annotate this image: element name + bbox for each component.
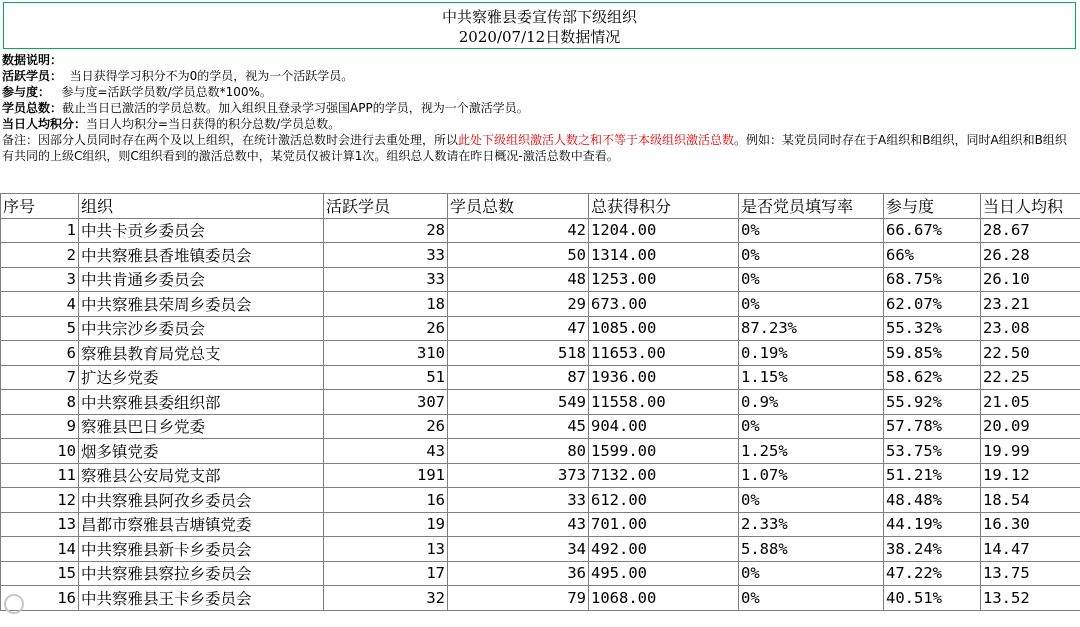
header-org: 组织 bbox=[79, 194, 324, 219]
cell-points: 1068.00 bbox=[589, 586, 739, 611]
cell-total: 34 bbox=[448, 537, 589, 562]
cell-avg-points: 13.52 bbox=[981, 586, 1080, 611]
table-row bbox=[1, 512, 1080, 537]
cell-total: 549 bbox=[448, 390, 589, 415]
cell-participation: 47.22% bbox=[884, 561, 981, 586]
table-row bbox=[1, 488, 1080, 513]
cell-points: 1936.00 bbox=[589, 365, 739, 390]
cell-avg-points: 16.30 bbox=[981, 512, 1080, 537]
cell-fill-rate: 0% bbox=[739, 414, 884, 439]
cell-org: 中共察雅县委组织部 bbox=[79, 390, 324, 415]
table-row bbox=[1, 267, 1080, 292]
cell-participation: 59.85% bbox=[884, 341, 981, 366]
table-row bbox=[1, 561, 1080, 586]
cell-points: 1599.00 bbox=[589, 439, 739, 464]
header-participation: 参与度 bbox=[884, 194, 981, 219]
table-row bbox=[1, 414, 1080, 439]
cell-org: 昌都市察雅县吉塘镇党委 bbox=[79, 512, 324, 537]
cell-points: 11558.00 bbox=[589, 390, 739, 415]
watermark bbox=[4, 594, 27, 614]
cell-points: 673.00 bbox=[589, 292, 739, 317]
remark bbox=[2, 132, 1078, 164]
cell-fill-rate: 5.88% bbox=[739, 537, 884, 562]
cell-total: 42 bbox=[448, 218, 589, 243]
header-active: 活跃学员 bbox=[324, 194, 448, 219]
cell-org: 察雅县公安局党支部 bbox=[79, 463, 324, 488]
remark-part2: 。例如：某党员同时存在于A组织和B组织，同时A组织和B组织有共同的上级C组织，则C组织看到的激活总数中，某党员仅被计算1次。组织总人数请在昨日概况-激活总数中查看。 bbox=[2, 133, 1067, 163]
cell-total: 48 bbox=[448, 267, 589, 292]
cell-index: 8 bbox=[1, 390, 79, 415]
data-notes bbox=[2, 52, 1078, 164]
cell-participation: 62.07% bbox=[884, 292, 981, 317]
cell-org: 中共察雅县察拉乡委员会 bbox=[79, 561, 324, 586]
cell-participation: 68.75% bbox=[884, 267, 981, 292]
cell-participation: 55.32% bbox=[884, 316, 981, 341]
cell-avg-points: 18.54 bbox=[981, 488, 1080, 513]
cell-index: 2 bbox=[1, 243, 79, 268]
members-text: 截止当日已激活的学员总数。加入组织且登录学习强国APP的学员，视为一个激活学员。 bbox=[62, 101, 529, 115]
cell-participation: 66% bbox=[884, 243, 981, 268]
cell-participation: 44.19% bbox=[884, 512, 981, 537]
cell-index: 12 bbox=[1, 488, 79, 513]
cell-active: 26 bbox=[324, 414, 448, 439]
cell-total: 50 bbox=[448, 243, 589, 268]
cell-index: 13 bbox=[1, 512, 79, 537]
cell-index: 14 bbox=[1, 537, 79, 562]
cell-org: 中共察雅县阿孜乡委员会 bbox=[79, 488, 324, 513]
cell-active: 13 bbox=[324, 537, 448, 562]
cell-index: 16 bbox=[1, 586, 79, 611]
table-row bbox=[1, 463, 1080, 488]
cell-index: 4 bbox=[1, 292, 79, 317]
cell-avg-points: 21.05 bbox=[981, 390, 1080, 415]
cell-points: 1204.00 bbox=[589, 218, 739, 243]
header-avg-points: 当日人均积 bbox=[981, 194, 1080, 219]
table-row bbox=[1, 316, 1080, 341]
cell-fill-rate: 0% bbox=[739, 218, 884, 243]
cell-participation: 51.21% bbox=[884, 463, 981, 488]
cell-fill-rate: 2.33% bbox=[739, 512, 884, 537]
header-fill-rate: 是否党员填写率 bbox=[739, 194, 884, 219]
cell-total: 45 bbox=[448, 414, 589, 439]
cell-avg-points: 20.09 bbox=[981, 414, 1080, 439]
cell-fill-rate: 1.07% bbox=[739, 463, 884, 488]
cell-points: 612.00 bbox=[589, 488, 739, 513]
cell-org: 察雅县巴日乡党委 bbox=[79, 414, 324, 439]
cell-org: 中共察雅县新卡乡委员会 bbox=[79, 537, 324, 562]
cell-avg-points: 19.12 bbox=[981, 463, 1080, 488]
table-row bbox=[1, 292, 1080, 317]
cell-participation: 58.62% bbox=[884, 365, 981, 390]
participation-text: 参与度=活跃学员数/学员总数*100%。 bbox=[61, 85, 272, 99]
cell-total: 373 bbox=[448, 463, 589, 488]
cell-avg-points: 13.75 bbox=[981, 561, 1080, 586]
members-label: 学员总数： bbox=[2, 101, 63, 115]
cell-points: 492.00 bbox=[589, 537, 739, 562]
cell-fill-rate: 0.19% bbox=[739, 341, 884, 366]
cell-org: 中共察雅县香堆镇委员会 bbox=[79, 243, 324, 268]
cell-total: 47 bbox=[448, 316, 589, 341]
cell-fill-rate: 0% bbox=[739, 267, 884, 292]
cell-org: 扩达乡党委 bbox=[79, 365, 324, 390]
table-row bbox=[1, 586, 1080, 611]
cell-participation: 53.75% bbox=[884, 439, 981, 464]
cell-total: 29 bbox=[448, 292, 589, 317]
header-total: 学员总数 bbox=[448, 194, 589, 219]
cell-avg-points: 26.28 bbox=[981, 243, 1080, 268]
org-table bbox=[0, 193, 1080, 611]
cell-total: 79 bbox=[448, 586, 589, 611]
active-text: 当日获得学习积分不为0的学员，视为一个活跃学员。 bbox=[69, 69, 354, 83]
cell-points: 11653.00 bbox=[589, 341, 739, 366]
cell-active: 28 bbox=[324, 218, 448, 243]
cell-total: 87 bbox=[448, 365, 589, 390]
cell-org: 中共察雅县荣周乡委员会 bbox=[79, 292, 324, 317]
notes-heading: 数据说明： bbox=[2, 53, 63, 67]
cell-points: 1314.00 bbox=[589, 243, 739, 268]
cell-participation: 48.48% bbox=[884, 488, 981, 513]
cell-index: 6 bbox=[1, 341, 79, 366]
participation-label: 参与度： bbox=[2, 85, 51, 99]
header-points: 总获得积分 bbox=[589, 194, 739, 219]
table-row bbox=[1, 243, 1080, 268]
cell-index: 3 bbox=[1, 267, 79, 292]
cell-active: 307 bbox=[324, 390, 448, 415]
cell-avg-points: 26.10 bbox=[981, 267, 1080, 292]
cell-active: 19 bbox=[324, 512, 448, 537]
cell-index: 9 bbox=[1, 414, 79, 439]
cell-fill-rate: 0% bbox=[739, 488, 884, 513]
cell-participation: 57.78% bbox=[884, 414, 981, 439]
cell-participation: 38.24% bbox=[884, 537, 981, 562]
cell-org: 中共肯通乡委员会 bbox=[79, 267, 324, 292]
cell-index: 15 bbox=[1, 561, 79, 586]
cell-active: 26 bbox=[324, 316, 448, 341]
report-title-box bbox=[3, 2, 1076, 49]
cell-points: 495.00 bbox=[589, 561, 739, 586]
cell-org: 中共宗沙乡委员会 bbox=[79, 316, 324, 341]
cell-points: 701.00 bbox=[589, 512, 739, 537]
cell-fill-rate: 0.9% bbox=[739, 390, 884, 415]
report-title: 中共察雅县委宣传部下级组织 bbox=[441, 8, 637, 26]
cell-active: 43 bbox=[324, 439, 448, 464]
cell-index: 7 bbox=[1, 365, 79, 390]
cell-org: 烟多镇党委 bbox=[79, 439, 324, 464]
cell-active: 32 bbox=[324, 586, 448, 611]
cell-points: 1253.00 bbox=[589, 267, 739, 292]
cell-fill-rate: 87.23% bbox=[739, 316, 884, 341]
cell-points: 7132.00 bbox=[589, 463, 739, 488]
cell-avg-points: 23.21 bbox=[981, 292, 1080, 317]
cell-index: 1 bbox=[1, 218, 79, 243]
cell-avg-points: 22.50 bbox=[981, 341, 1080, 366]
table-row bbox=[1, 390, 1080, 415]
watermark-logo-icon bbox=[4, 594, 24, 614]
cell-participation: 40.51% bbox=[884, 586, 981, 611]
table-header-row bbox=[1, 194, 1080, 219]
table-row bbox=[1, 537, 1080, 562]
table-row bbox=[1, 365, 1080, 390]
cell-fill-rate: 0% bbox=[739, 292, 884, 317]
cell-active: 310 bbox=[324, 341, 448, 366]
cell-fill-rate: 0% bbox=[739, 586, 884, 611]
cell-total: 43 bbox=[448, 512, 589, 537]
cell-active: 17 bbox=[324, 561, 448, 586]
cell-participation: 55.92% bbox=[884, 390, 981, 415]
cell-fill-rate: 0% bbox=[739, 243, 884, 268]
cell-active: 51 bbox=[324, 365, 448, 390]
avg-label: 当日人均积分： bbox=[2, 117, 87, 131]
cell-total: 518 bbox=[448, 341, 589, 366]
cell-total: 33 bbox=[448, 488, 589, 513]
cell-total: 36 bbox=[448, 561, 589, 586]
cell-avg-points: 22.25 bbox=[981, 365, 1080, 390]
remark-highlight: 此处下级组织激活人数之和不等于本级组织激活总数 bbox=[458, 133, 735, 147]
remark-part1: 备注：因部分人员同时存在两个及以上组织，在统计激活总数时会进行去重处理，所以 bbox=[2, 133, 459, 147]
cell-participation: 66.67% bbox=[884, 218, 981, 243]
cell-avg-points: 14.47 bbox=[981, 537, 1080, 562]
cell-points: 1085.00 bbox=[589, 316, 739, 341]
cell-avg-points: 19.99 bbox=[981, 439, 1080, 464]
cell-avg-points: 23.08 bbox=[981, 316, 1080, 341]
cell-fill-rate: 1.25% bbox=[739, 439, 884, 464]
avg-text: 当日人均积分=当日获得的积分总数/学员总数。 bbox=[86, 117, 341, 131]
cell-avg-points: 28.67 bbox=[981, 218, 1080, 243]
table-body bbox=[1, 218, 1080, 610]
table-row bbox=[1, 218, 1080, 243]
cell-index: 10 bbox=[1, 439, 79, 464]
table-row bbox=[1, 341, 1080, 366]
active-label: 活跃学员： bbox=[2, 69, 63, 83]
cell-fill-rate: 0% bbox=[739, 561, 884, 586]
header-index: 序号 bbox=[1, 194, 79, 219]
report-date: 2020/07/12日数据情况 bbox=[458, 28, 621, 46]
cell-active: 33 bbox=[324, 267, 448, 292]
cell-index: 5 bbox=[1, 316, 79, 341]
cell-points: 904.00 bbox=[589, 414, 739, 439]
cell-active: 33 bbox=[324, 243, 448, 268]
cell-fill-rate: 1.15% bbox=[739, 365, 884, 390]
cell-org: 中共卡贡乡委员会 bbox=[79, 218, 324, 243]
cell-org: 中共察雅县王卡乡委员会 bbox=[79, 586, 324, 611]
cell-active: 16 bbox=[324, 488, 448, 513]
table-row bbox=[1, 439, 1080, 464]
cell-active: 18 bbox=[324, 292, 448, 317]
cell-active: 191 bbox=[324, 463, 448, 488]
cell-total: 80 bbox=[448, 439, 589, 464]
cell-org: 察雅县教育局党总支 bbox=[79, 341, 324, 366]
cell-index: 11 bbox=[1, 463, 79, 488]
